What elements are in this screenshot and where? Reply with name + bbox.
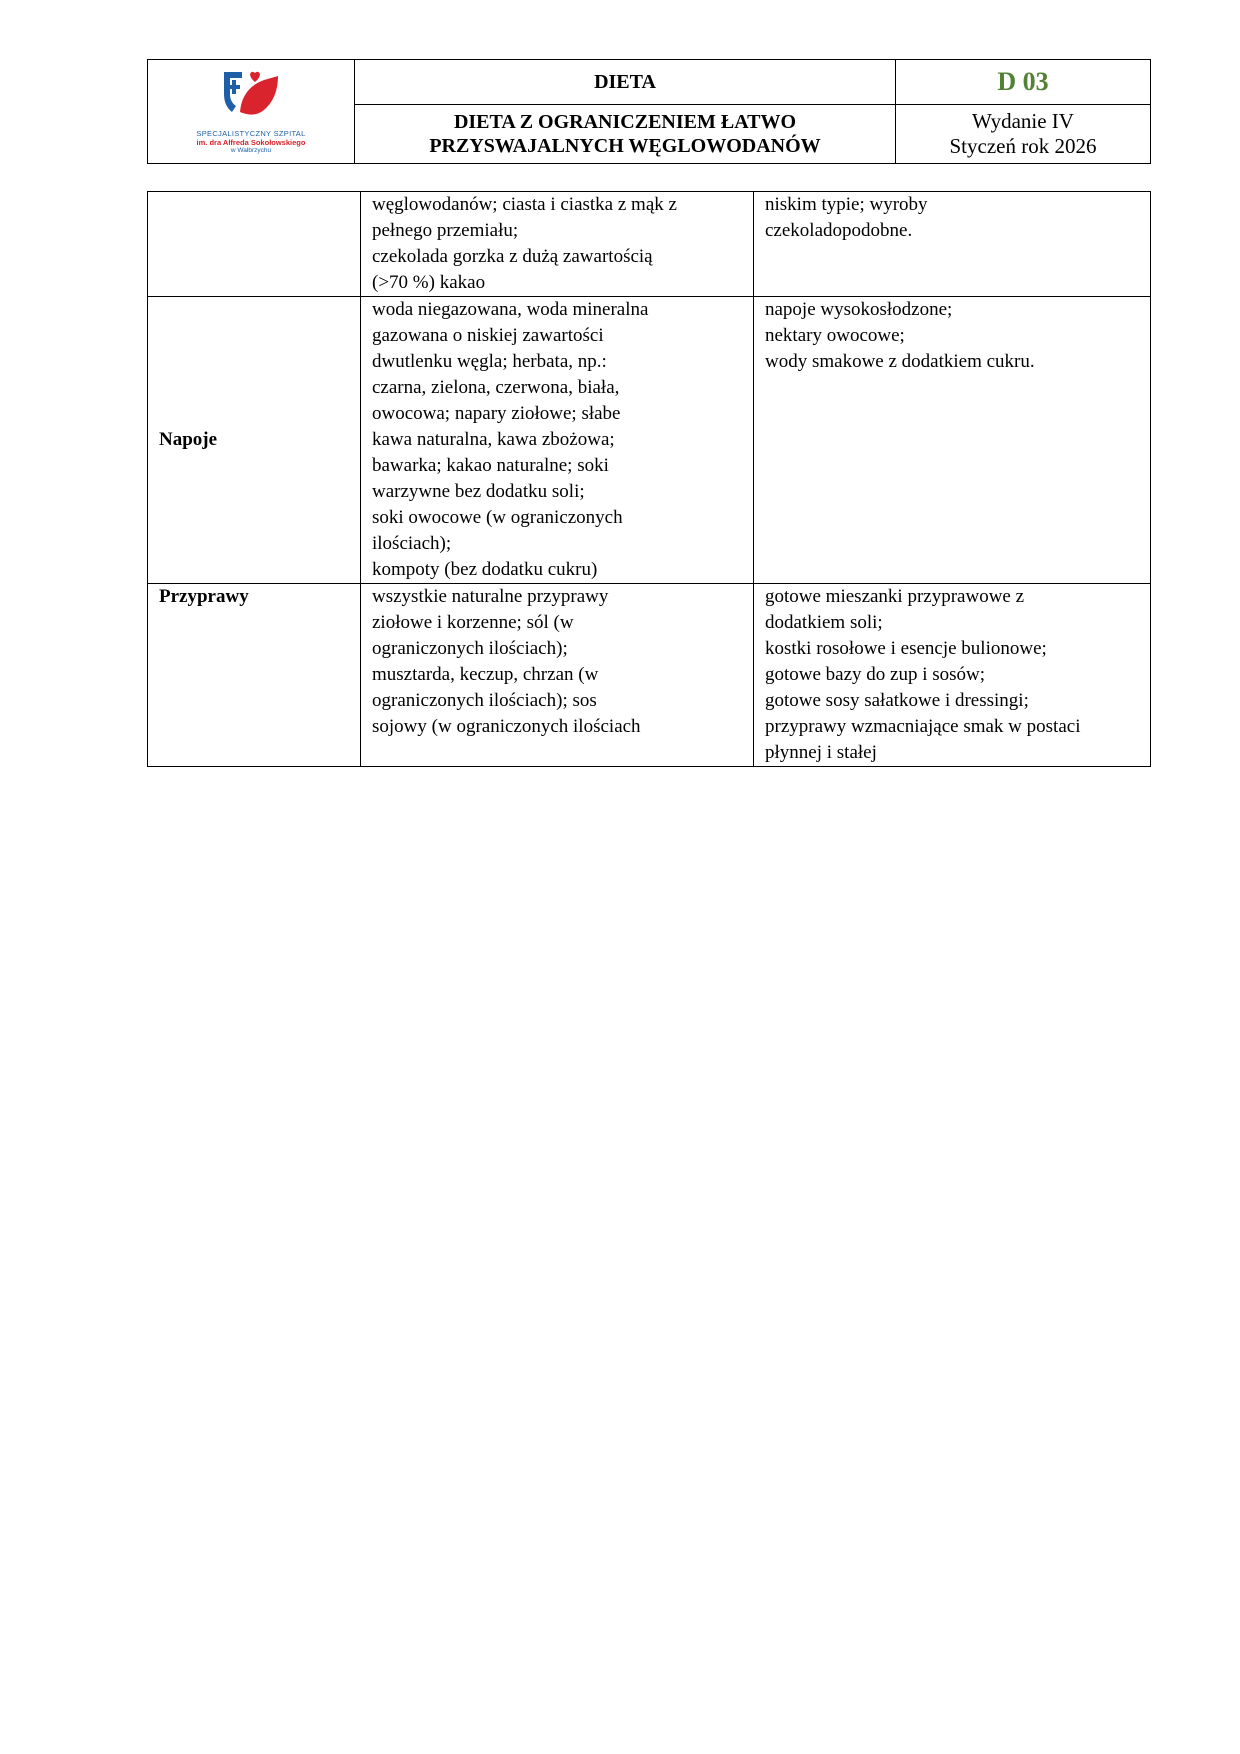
table-row bbox=[148, 584, 1151, 767]
forbidden-cell bbox=[754, 584, 1151, 767]
allowed-line: sojowy (w ograniczonych ilościach bbox=[372, 716, 641, 737]
allowed-line: warzywne bez dodatku soli; bbox=[372, 481, 585, 502]
allowed-line: gazowana o niskiej zawartości bbox=[372, 325, 604, 346]
logo-cell bbox=[148, 60, 355, 164]
forbidden-cell bbox=[754, 192, 1151, 297]
forbidden-line: gotowe mieszanki przyprawowe z bbox=[765, 586, 1025, 607]
allowed-line: musztarda, keczup, chrzan (w bbox=[372, 664, 599, 685]
allowed-line: dwutlenku węgla; herbata, np.: bbox=[372, 351, 607, 372]
allowed-line: węglowodanów; ciasta i ciastka z mąk z bbox=[372, 194, 677, 215]
forbidden-line: płynnej i stałej bbox=[765, 742, 877, 763]
allowed-line: ograniczonych ilościach); bbox=[372, 638, 568, 659]
logo-text-line2: im. dra Alfreda Sokołowskiego bbox=[196, 138, 306, 147]
table-row bbox=[148, 297, 1151, 584]
forbidden-cell bbox=[754, 297, 1151, 584]
forbidden-line: gotowe sosy sałatkowe i dressingi; bbox=[765, 690, 1029, 711]
forbidden-line: napoje wysokosłodzone; bbox=[765, 299, 953, 320]
allowed-line: czekolada gorzka z dużą zawartością bbox=[372, 246, 653, 267]
allowed-line: wszystkie naturalne przyprawy bbox=[372, 586, 609, 607]
category-cell bbox=[148, 192, 361, 297]
edition-label: Wydanie IV bbox=[972, 109, 1074, 133]
document-code: D 03 bbox=[896, 60, 1151, 105]
edition-date: Styczeń rok 2026 bbox=[949, 134, 1097, 158]
allowed-cell bbox=[361, 297, 754, 584]
allowed-line: ziołowe i korzenne; sól (w bbox=[372, 612, 574, 633]
allowed-cell bbox=[361, 584, 754, 767]
allowed-line: owocowa; napary ziołowe; słabe bbox=[372, 403, 621, 424]
allowed-line: woda niegazowana, woda mineralna bbox=[372, 299, 649, 320]
hospital-emblem-icon bbox=[220, 68, 282, 126]
allowed-line: pełnego przemiału; bbox=[372, 220, 519, 241]
allowed-line: soki owocowe (w ograniczonych bbox=[372, 507, 623, 528]
logo-text-line3: w Wałbrzychu bbox=[230, 147, 272, 154]
category-cell bbox=[148, 584, 361, 767]
forbidden-line: przyprawy wzmacniające smak w postaci bbox=[765, 716, 1081, 737]
allowed-line: kompoty (bez dodatku cukru) bbox=[372, 559, 598, 580]
document-header bbox=[147, 59, 1151, 164]
allowed-cell bbox=[361, 192, 754, 297]
header-subtitle-line2: PRZYSWAJALNYCH WĘGLOWODANÓW bbox=[429, 135, 821, 157]
diet-table bbox=[147, 191, 1151, 767]
allowed-line: ilościach); bbox=[372, 533, 452, 554]
allowed-line: ograniczonych ilościach); sos bbox=[372, 690, 597, 711]
header-subtitle-line1: DIETA Z OGRANICZENIEM ŁATWO bbox=[453, 111, 797, 133]
logo-text-line1: SPECJALISTYCZNY SZPITAL bbox=[196, 129, 306, 138]
header-subtitle bbox=[355, 105, 896, 164]
allowed-line: bawarka; kakao naturalne; soki bbox=[372, 455, 609, 476]
category-label: Przyprawy bbox=[159, 586, 249, 607]
forbidden-line: dodatkiem soli; bbox=[765, 612, 883, 633]
header-title: DIETA bbox=[355, 60, 896, 105]
edition-info bbox=[896, 105, 1151, 164]
forbidden-line: niskim typie; wyroby bbox=[765, 194, 928, 215]
forbidden-line: kostki rosołowe i esencje bulionowe; bbox=[765, 638, 1047, 659]
table-row bbox=[148, 192, 1151, 297]
forbidden-line: nektary owocowe; bbox=[765, 325, 905, 346]
forbidden-line: czekoladopodobne. bbox=[765, 220, 913, 241]
hospital-logo bbox=[148, 68, 354, 155]
allowed-line: czarna, zielona, czerwona, biała, bbox=[372, 377, 620, 398]
forbidden-line: wody smakowe z dodatkiem cukru. bbox=[765, 351, 1035, 372]
category-cell bbox=[148, 297, 361, 584]
forbidden-line: gotowe bazy do zup i sosów; bbox=[765, 664, 986, 685]
allowed-line: kawa naturalna, kawa zbożowa; bbox=[372, 429, 615, 450]
allowed-line: (>70 %) kakao bbox=[372, 272, 486, 293]
category-label: Napoje bbox=[159, 429, 218, 450]
